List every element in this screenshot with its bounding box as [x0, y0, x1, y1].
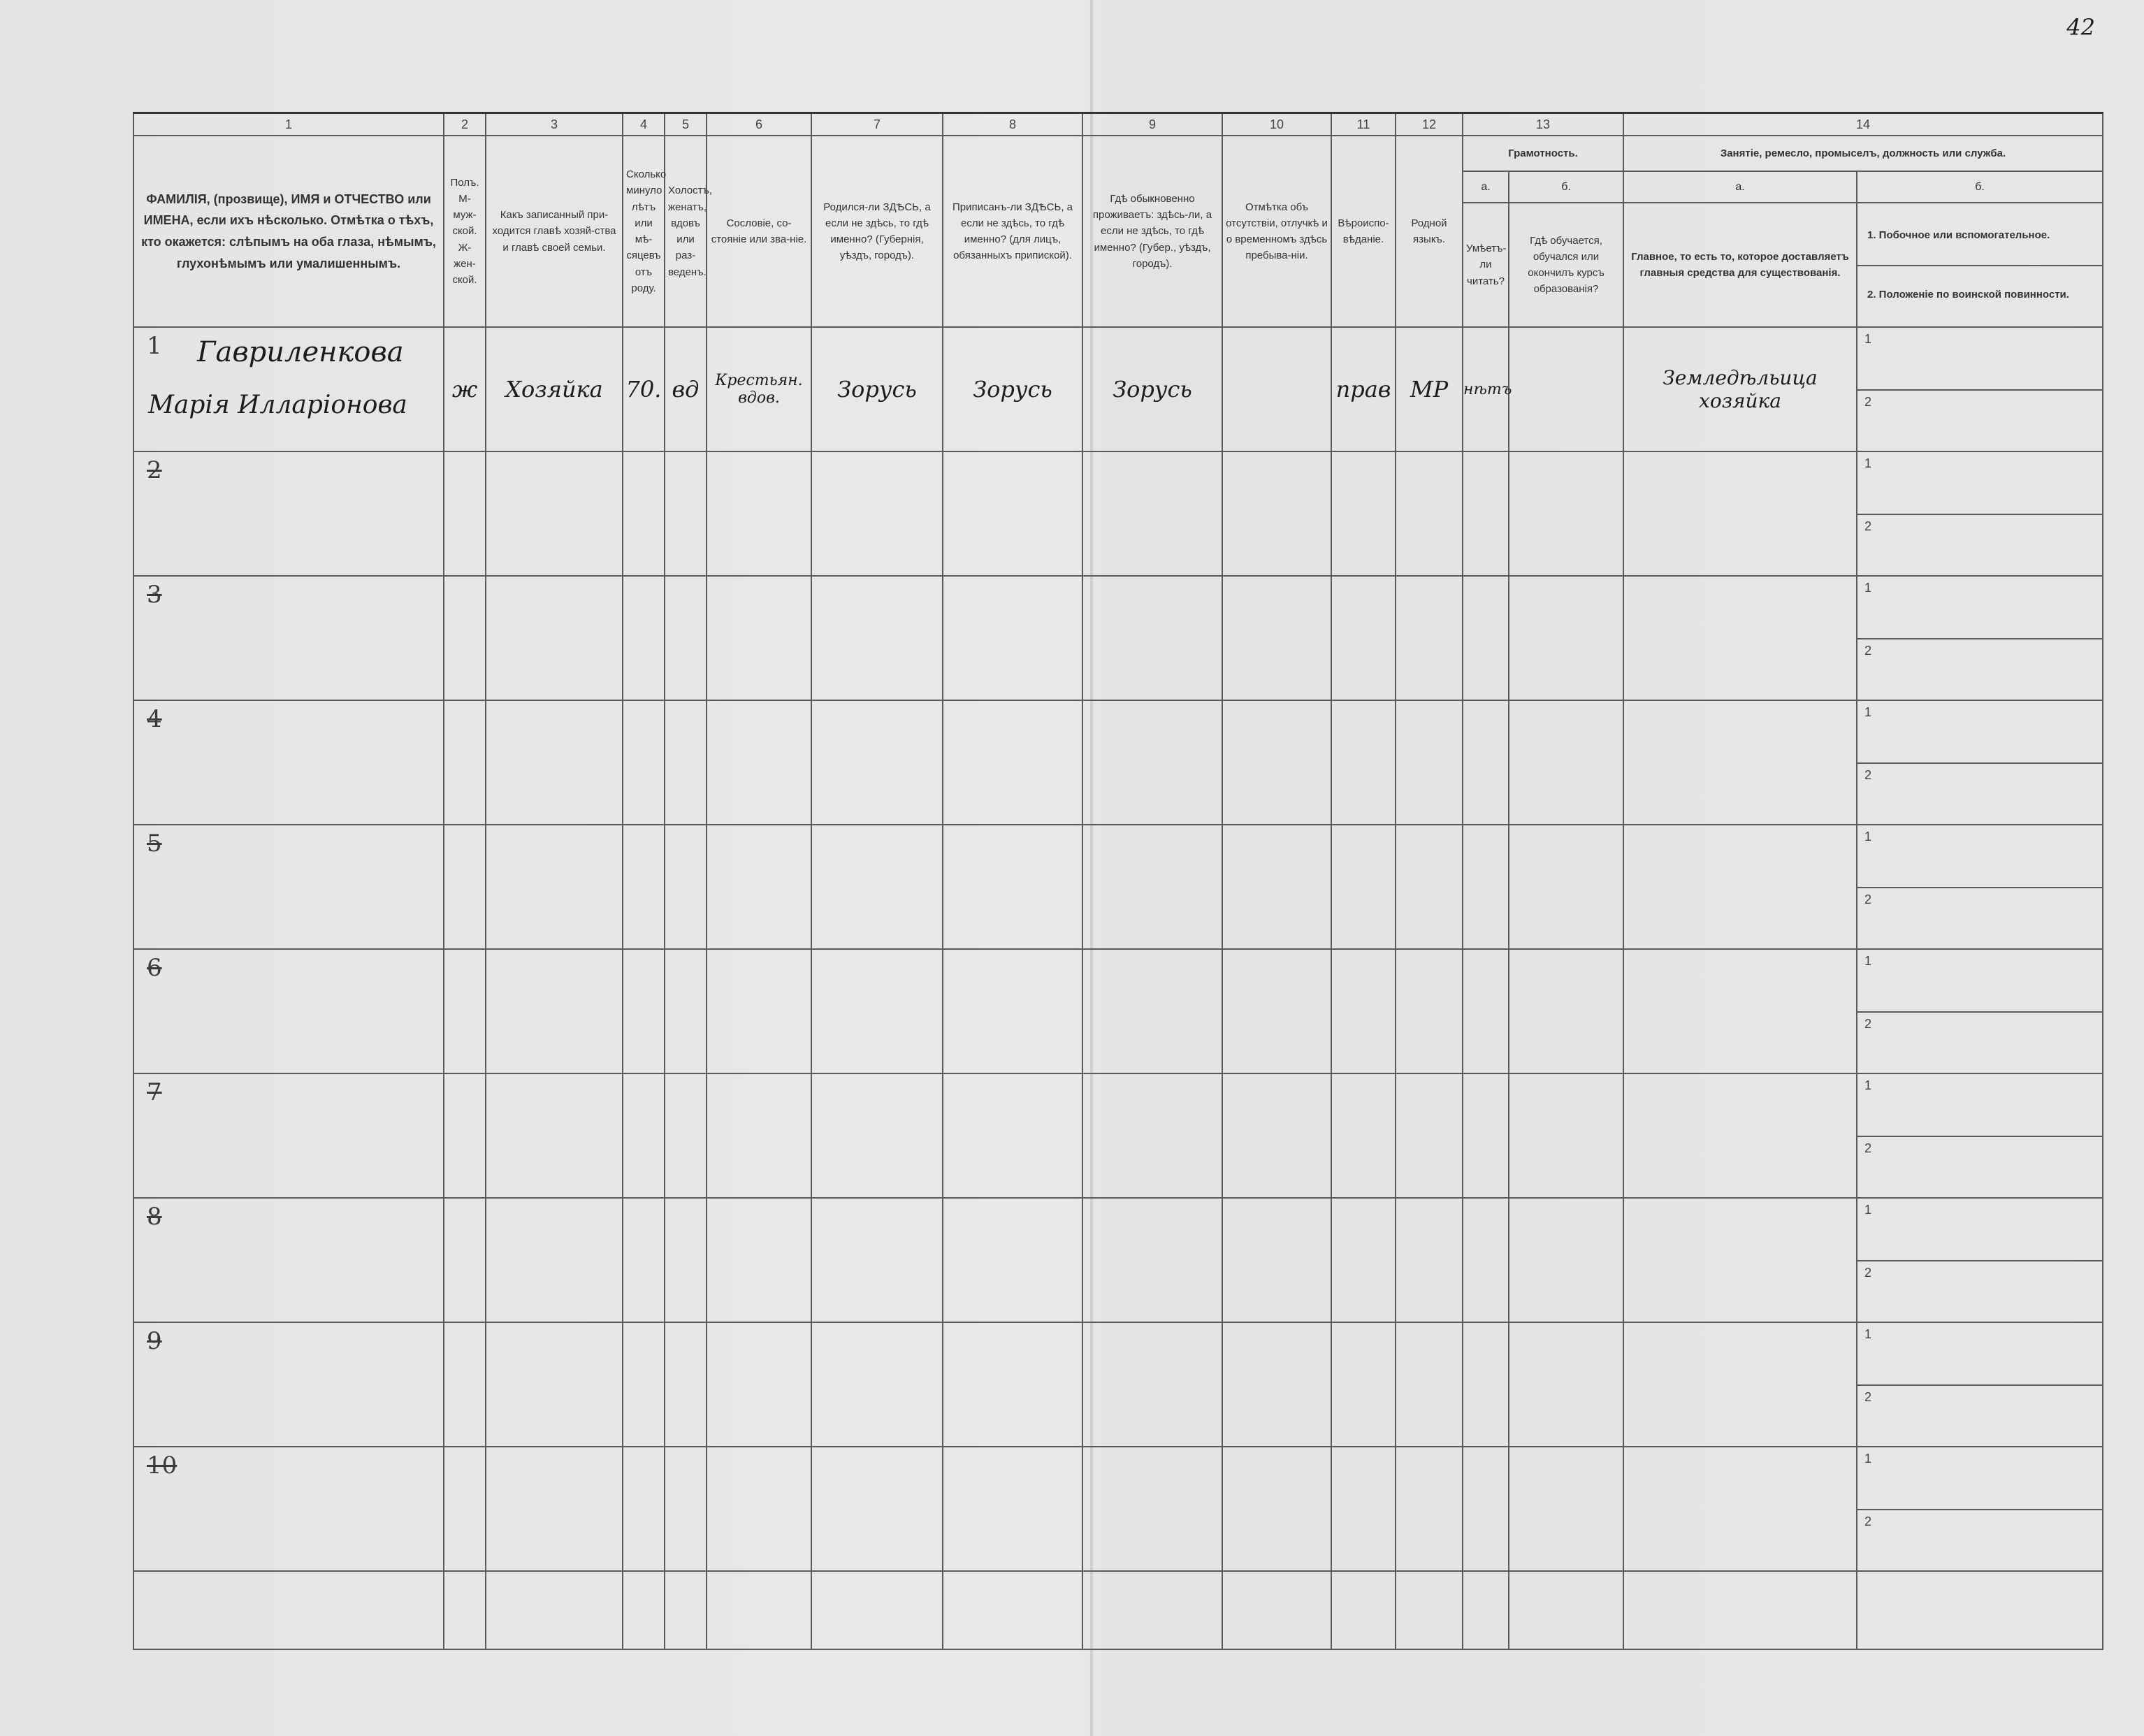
cell-registration[interactable] [943, 700, 1082, 825]
cell-language[interactable] [1396, 825, 1463, 949]
mark-1: 1 [1864, 1452, 1872, 1466]
footer-cell [133, 1571, 444, 1649]
cell-age[interactable] [623, 825, 665, 949]
cell-secondary[interactable] [1857, 576, 2103, 700]
table-row [133, 949, 2103, 1073]
cell-relation[interactable] [486, 576, 623, 700]
mark-1: 1 [1864, 456, 1872, 470]
cell-religion[interactable] [1331, 576, 1396, 700]
header-14a-label: а. [1623, 171, 1857, 203]
header-birthplace: Родился-ли ЗДѢСЬ, а если не здѣсь, то гдѣ именно? (Губернія, уѣздъ, городъ). [811, 136, 943, 327]
header-literacy: Грамотность. [1463, 136, 1623, 171]
footer-cell [943, 1571, 1082, 1649]
cell-estate[interactable] [707, 327, 811, 451]
cell-name[interactable] [133, 1073, 444, 1198]
cell-sex[interactable] [444, 1198, 486, 1322]
header-registration: Приписанъ-ли ЗДѢСЬ, а если не здѣсь, то гдѣ именно? (для лицъ, обязанныхъ припиской). [943, 136, 1082, 327]
cell-name[interactable] [133, 327, 444, 451]
estate-value: Крестьян. вдов. [715, 372, 803, 407]
cell-secondary[interactable] [1857, 1198, 2103, 1322]
cell-residence[interactable] [1082, 451, 1222, 576]
cell-absence[interactable] [1222, 1447, 1331, 1571]
cell-estate[interactable] [707, 451, 811, 576]
cell-residence[interactable] [1082, 700, 1222, 825]
table-row [133, 1073, 2103, 1198]
cell-marital[interactable] [665, 700, 707, 825]
cell-secondary[interactable] [1857, 451, 2103, 576]
table-row [133, 451, 2103, 576]
cell-literate[interactable] [1463, 700, 1509, 825]
mark-1: 1 [1864, 332, 1872, 346]
cell-secondary[interactable] [1857, 949, 2103, 1073]
footer-cell [707, 1571, 811, 1649]
cell-relation[interactable] [486, 1322, 623, 1447]
cell-registration[interactable] [943, 1073, 1082, 1198]
table-row [133, 576, 2103, 700]
mark-2: 2 [1864, 1017, 1872, 1031]
header-marital: Холостъ, женатъ, вдовъ или раз-веденъ. [665, 136, 707, 327]
relation-value: Хозяйка [505, 376, 603, 403]
cell-absence[interactable] [1222, 576, 1331, 700]
colnum-2: 2 [444, 113, 486, 136]
occupation-value: Земледѣльица хозяйка [1663, 366, 1818, 412]
cell-literate[interactable] [1463, 949, 1509, 1073]
cell-birthplace[interactable] [811, 576, 943, 700]
cell-estate[interactable] [707, 576, 811, 700]
cell-marital[interactable] [665, 1447, 707, 1571]
cell-absence[interactable] [1222, 1073, 1331, 1198]
row-number: 1 [147, 332, 162, 360]
cell-registration[interactable] [943, 825, 1082, 949]
cell-residence[interactable] [1082, 1073, 1222, 1198]
cell-religion[interactable] [1331, 1198, 1396, 1322]
cell-secondary[interactable] [1857, 825, 2103, 949]
header-secondary-occupation: 1. Побочное или вспомогательное. [1857, 206, 2102, 266]
header-military-status: 2. Положеніе по воинской повинности. [1867, 289, 2069, 301]
table-row [133, 825, 2103, 949]
page-number: 42 [2066, 14, 2095, 41]
colnum-10: 10 [1222, 113, 1331, 136]
cell-language[interactable] [1396, 451, 1463, 576]
cell-education[interactable] [1509, 451, 1623, 576]
cell-registration[interactable] [943, 949, 1082, 1073]
cell-language[interactable] [1396, 576, 1463, 700]
cell-marital[interactable] [665, 825, 707, 949]
cell-language[interactable] [1396, 949, 1463, 1073]
table-row [133, 327, 2103, 451]
age-value: 70. [625, 376, 662, 403]
cell-marital[interactable] [665, 327, 707, 451]
cell-age[interactable] [623, 700, 665, 825]
cell-main-occupation[interactable] [1623, 327, 1857, 451]
cell-main-occupation[interactable] [1623, 1322, 1857, 1447]
colnum-8: 8 [943, 113, 1082, 136]
cell-estate[interactable] [707, 700, 811, 825]
cell-language[interactable] [1396, 1447, 1463, 1571]
mark-1: 1 [1864, 705, 1872, 719]
cell-sex[interactable] [444, 700, 486, 825]
colnum-7: 7 [811, 113, 943, 136]
cell-religion[interactable] [1331, 1322, 1396, 1447]
cell-age[interactable] [623, 1322, 665, 1447]
cell-registration[interactable] [943, 576, 1082, 700]
mark-1: 1 [1864, 1203, 1872, 1217]
cell-literate[interactable] [1463, 576, 1509, 700]
cell-education[interactable] [1509, 1073, 1623, 1198]
cell-sex[interactable] [444, 1447, 486, 1571]
header-13a-label: а. [1463, 171, 1509, 203]
registration-value: Зорусь [973, 376, 1052, 403]
mark-2: 2 [1864, 768, 1872, 782]
cell-sex[interactable] [444, 1073, 486, 1198]
mark-2: 2 [1864, 644, 1872, 658]
cell-age[interactable] [623, 576, 665, 700]
cell-relation[interactable] [486, 1447, 623, 1571]
cell-age[interactable] [623, 451, 665, 576]
table-row [133, 1447, 2103, 1571]
cell-education[interactable] [1509, 700, 1623, 825]
row-number: 5 [147, 830, 162, 858]
footer-cell [486, 1571, 623, 1649]
cell-secondary[interactable] [1857, 1073, 2103, 1198]
cell-secondary[interactable] [1857, 1322, 2103, 1447]
colnum-3: 3 [486, 113, 623, 136]
cell-birthplace[interactable] [811, 1447, 943, 1571]
mark-1: 1 [1864, 581, 1872, 595]
marital-value: вд [672, 376, 700, 403]
cell-literate[interactable] [1463, 1447, 1509, 1571]
header-main-occupation: Главное, то есть то, которое доставляетъ главныя средства для существованія. [1623, 203, 1857, 327]
cell-birthplace[interactable] [811, 451, 943, 576]
cell-religion[interactable] [1331, 825, 1396, 949]
cell-registration[interactable] [943, 1198, 1082, 1322]
cell-age[interactable] [623, 1198, 665, 1322]
cell-name[interactable] [133, 1322, 444, 1447]
cell-estate[interactable] [707, 1073, 811, 1198]
cell-birthplace[interactable] [811, 949, 943, 1073]
cell-religion[interactable] [1331, 451, 1396, 576]
cell-birthplace[interactable] [811, 1073, 943, 1198]
cell-absence[interactable] [1222, 825, 1331, 949]
table-row [133, 1322, 2103, 1447]
footer-cell [1857, 1571, 2103, 1649]
sex-value: ж [451, 376, 478, 403]
cell-absence[interactable] [1222, 327, 1331, 451]
cell-religion[interactable] [1331, 327, 1396, 451]
cell-absence[interactable] [1222, 1322, 1331, 1447]
mark-1: 1 [1864, 830, 1872, 844]
colnum-13: 13 [1463, 113, 1623, 136]
colnum-14: 14 [1623, 113, 2103, 136]
mark-1: 1 [1864, 954, 1872, 968]
cell-education[interactable] [1509, 825, 1623, 949]
cell-name[interactable] [133, 825, 444, 949]
residence-value: Зорусь [1113, 376, 1192, 403]
cell-residence[interactable] [1082, 825, 1222, 949]
mark-2: 2 [1864, 1141, 1872, 1155]
cell-language[interactable] [1396, 1322, 1463, 1447]
birthplace-value: Зорусь [837, 376, 917, 403]
literate-value: нѣтъ [1463, 380, 1512, 398]
cell-education[interactable] [1509, 949, 1623, 1073]
row-number: 8 [147, 1203, 162, 1231]
row-number: 6 [147, 954, 162, 982]
cell-literate[interactable] [1463, 825, 1509, 949]
cell-marital[interactable] [665, 576, 707, 700]
cell-name[interactable] [133, 576, 444, 700]
mark-2: 2 [1864, 519, 1872, 533]
cell-residence[interactable] [1082, 1447, 1222, 1571]
given-name: Марія Илларіонова [148, 391, 407, 419]
cell-absence[interactable] [1222, 949, 1331, 1073]
footer-cell [665, 1571, 707, 1649]
cell-estate[interactable] [707, 1322, 811, 1447]
header-relation: Какъ записанный при-ходится главѣ хозяй-ства и главѣ своей семьи. [486, 136, 623, 327]
cell-education[interactable] [1509, 327, 1623, 451]
cell-literate[interactable] [1463, 1198, 1509, 1322]
cell-sex[interactable] [444, 451, 486, 576]
cell-marital[interactable] [665, 949, 707, 1073]
header-occupation: Занятіе, ремесло, промыселъ, должность или служба. [1623, 136, 2103, 171]
cell-residence[interactable] [1082, 576, 1222, 700]
cell-estate[interactable] [707, 1447, 811, 1571]
footer-cell [444, 1571, 486, 1649]
cell-estate[interactable] [707, 825, 811, 949]
footer-cell [623, 1571, 665, 1649]
mark-2: 2 [1864, 1390, 1872, 1404]
cell-language[interactable] [1396, 1073, 1463, 1198]
cell-literate[interactable] [1463, 451, 1509, 576]
cell-birthplace[interactable] [811, 1322, 943, 1447]
mark-2: 2 [1864, 892, 1872, 906]
cell-sex[interactable] [444, 576, 486, 700]
cell-birthplace[interactable] [811, 825, 943, 949]
cell-residence[interactable] [1082, 327, 1222, 451]
cell-language[interactable] [1396, 700, 1463, 825]
cell-education[interactable] [1509, 1198, 1623, 1322]
cell-literate[interactable] [1463, 327, 1512, 451]
cell-relation[interactable] [486, 451, 623, 576]
cell-sex[interactable] [444, 1322, 486, 1447]
header-secondary [1857, 203, 2103, 327]
cell-relation[interactable] [486, 825, 623, 949]
cell-relation[interactable] [486, 327, 623, 451]
census-grid [133, 112, 2103, 1650]
header-row [133, 136, 2103, 171]
cell-religion[interactable] [1331, 1447, 1396, 1571]
cell-marital[interactable] [665, 1198, 707, 1322]
cell-relation[interactable] [486, 700, 623, 825]
cell-residence[interactable] [1082, 1198, 1222, 1322]
table-row [133, 1198, 2103, 1322]
cell-main-occupation[interactable] [1623, 576, 1857, 700]
cell-main-occupation[interactable] [1623, 949, 1857, 1073]
header-religion: Вѣроиспо-вѣданіе. [1331, 136, 1396, 327]
cell-name[interactable] [133, 949, 444, 1073]
row-number: 7 [147, 1078, 162, 1106]
religion-value: прав [1335, 376, 1391, 403]
column-number-row [133, 113, 2103, 136]
cell-religion[interactable] [1331, 949, 1396, 1073]
cell-name[interactable] [133, 700, 444, 825]
header-education: Гдѣ обучается, обучался или окончилъ курсъ образованія? [1509, 203, 1623, 327]
surname: Гавриленкова [197, 336, 404, 368]
footer-cell [1463, 1571, 1509, 1649]
colnum-9: 9 [1082, 113, 1222, 136]
header-estate: Сословіе, со-стояніе или зва-ніе. [707, 136, 811, 327]
cell-marital[interactable] [665, 451, 707, 576]
cell-estate[interactable] [707, 1198, 811, 1322]
mark-1: 1 [1864, 1327, 1872, 1341]
header-residence: Гдѣ обыкновенно проживаетъ: здѣсь-ли, а если не здѣсь, то гдѣ именно? (Губер., уѣздъ, городъ). [1082, 136, 1222, 327]
cell-registration[interactable] [943, 1447, 1082, 1571]
cell-residence[interactable] [1082, 949, 1222, 1073]
cell-marital[interactable] [665, 1322, 707, 1447]
cell-absence[interactable] [1222, 1198, 1331, 1322]
cell-main-occupation[interactable] [1623, 825, 1857, 949]
table-footer-row [133, 1571, 2103, 1649]
cell-main-occupation[interactable] [1623, 1073, 1857, 1198]
mark-2: 2 [1864, 395, 1872, 409]
header-14b-label: б. [1857, 171, 2103, 203]
cell-sex[interactable] [444, 825, 486, 949]
colnum-4: 4 [623, 113, 665, 136]
cell-main-occupation[interactable] [1623, 700, 1857, 825]
row-number: 2 [147, 456, 162, 484]
cell-literate[interactable] [1463, 1073, 1509, 1198]
cell-relation[interactable] [486, 1073, 623, 1198]
row-number: 3 [147, 581, 162, 609]
cell-education[interactable] [1509, 576, 1623, 700]
mark-1: 1 [1864, 1078, 1872, 1092]
cell-secondary[interactable] [1857, 1447, 2103, 1571]
colnum-1: 1 [133, 113, 444, 136]
header-can-read: Умѣетъ-ли читать? [1463, 203, 1509, 327]
footer-cell [811, 1571, 943, 1649]
footer-cell [1396, 1571, 1463, 1649]
mark-2: 2 [1864, 1514, 1872, 1528]
cell-registration[interactable] [943, 1322, 1082, 1447]
header-sex: Полъ. М-муж-ской. Ж-жен-ской. [444, 136, 486, 327]
footer-cell [1331, 1571, 1396, 1649]
row-number: 9 [147, 1327, 162, 1355]
table-row [133, 700, 2103, 825]
cell-education[interactable] [1509, 1322, 1623, 1447]
cell-secondary[interactable] [1857, 700, 2103, 825]
colnum-11: 11 [1331, 113, 1396, 136]
cell-religion[interactable] [1331, 1073, 1396, 1198]
header-name: ФАМИЛІЯ, (прозвище), ИМЯ и ОТЧЕСТВО или ИМЕНА, если ихъ нѣсколько. Отмѣтка о тѣхъ, кто окажется: слѣпымъ на оба глаза, нѣмымъ, глухонѣмымъ или умалишеннымъ. [133, 136, 444, 327]
cell-absence[interactable] [1222, 700, 1331, 825]
cell-residence[interactable] [1082, 1322, 1222, 1447]
cell-relation[interactable] [486, 1198, 623, 1322]
row-number: 10 [147, 1452, 178, 1480]
cell-absence[interactable] [1222, 451, 1331, 576]
cell-sex[interactable] [444, 949, 486, 1073]
cell-main-occupation[interactable] [1623, 1447, 1857, 1571]
footer-cell [1222, 1571, 1331, 1649]
cell-language[interactable] [1396, 1198, 1463, 1322]
cell-age[interactable] [623, 1073, 665, 1198]
header-13b-label: б. [1509, 171, 1623, 203]
colnum-6: 6 [707, 113, 811, 136]
cell-birthplace[interactable] [811, 700, 943, 825]
census-form-table [133, 112, 2102, 1607]
cell-registration[interactable] [943, 327, 1082, 451]
cell-marital[interactable] [665, 1073, 707, 1198]
footer-cell [1623, 1571, 1857, 1649]
colnum-5: 5 [665, 113, 707, 136]
row-number: 4 [147, 705, 162, 733]
header-language: Родной языкъ. [1396, 136, 1463, 327]
footer-cell [1082, 1571, 1222, 1649]
cell-name[interactable] [133, 1198, 444, 1322]
cell-registration[interactable] [943, 451, 1082, 576]
cell-estate[interactable] [707, 949, 811, 1073]
mark-2: 2 [1864, 1266, 1872, 1280]
cell-main-occupation[interactable] [1623, 451, 1857, 576]
cell-name[interactable] [133, 451, 444, 576]
colnum-12: 12 [1396, 113, 1463, 136]
language-value: МР [1410, 376, 1449, 403]
cell-name[interactable] [133, 1447, 444, 1571]
cell-age[interactable] [623, 1447, 665, 1571]
cell-age[interactable] [623, 949, 665, 1073]
cell-age[interactable] [623, 327, 665, 451]
cell-sex[interactable] [444, 327, 486, 451]
cell-secondary[interactable] [1857, 327, 2103, 451]
header-absence: Отмѣтка объ отсутствіи, отлучкѣ и о временномъ здѣсь пребыва-ніи. [1222, 136, 1331, 327]
cell-language[interactable] [1396, 327, 1463, 451]
cell-education[interactable] [1509, 1447, 1623, 1571]
cell-religion[interactable] [1331, 700, 1396, 825]
cell-birthplace[interactable] [811, 1198, 943, 1322]
cell-main-occupation[interactable] [1623, 1198, 1857, 1322]
footer-cell [1509, 1571, 1623, 1649]
header-age: Сколько минуло лѣтъ или мѣ-сяцевъ отъ роду. [623, 136, 665, 327]
cell-relation[interactable] [486, 949, 623, 1073]
cell-birthplace[interactable] [811, 327, 943, 451]
cell-literate[interactable] [1463, 1322, 1509, 1447]
